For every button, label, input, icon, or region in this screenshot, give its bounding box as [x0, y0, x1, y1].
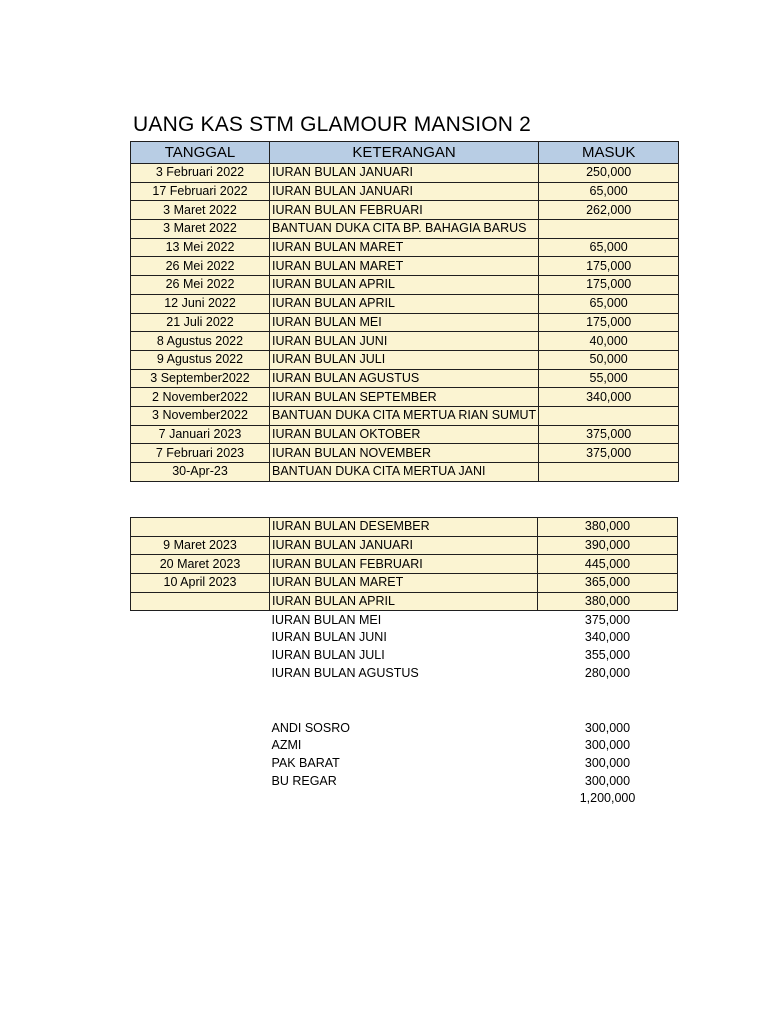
description-cell: IURAN BULAN SEPTEMBER: [270, 388, 539, 407]
amount-cell: 300,000: [584, 756, 631, 771]
table-row: [131, 257, 679, 276]
table-row: [131, 238, 679, 257]
table-row: [131, 719, 678, 737]
description-cell: IURAN BULAN JANUARI: [270, 182, 539, 201]
table-row: [131, 611, 678, 629]
description-cell: IURAN BULAN FEBRUARI: [270, 201, 539, 220]
description-cell: AZMI: [271, 738, 302, 753]
description-cell: IURAN BULAN APRIL: [270, 294, 539, 313]
table-row: [131, 406, 679, 425]
table-row: [131, 518, 678, 537]
amount-cell: 300,000: [584, 720, 631, 735]
table-row: [131, 592, 678, 611]
amount-cell: 445,000: [538, 555, 678, 574]
date-cell: 21 Juli 2022: [131, 313, 270, 332]
description-cell: IURAN BULAN FEBRUARI: [270, 555, 538, 574]
date-cell: 3 Maret 2022: [131, 201, 270, 220]
date-cell: 13 Mei 2022: [131, 238, 270, 257]
date-cell: 9 Agustus 2022: [131, 350, 270, 369]
date-cell: [131, 611, 270, 629]
date-cell: [131, 682, 270, 701]
date-cell: 20 Maret 2023: [131, 555, 270, 574]
amount-cell: 280,000: [584, 665, 631, 680]
date-cell: [131, 772, 270, 790]
table-row: [131, 555, 678, 574]
amount-cell: 380,000: [538, 592, 678, 611]
table-row: [131, 164, 679, 183]
table-row: [131, 665, 678, 683]
description-cell: IURAN BULAN MEI: [271, 612, 382, 627]
cash-ledger-table-1: [130, 141, 679, 482]
donations-total: 1,200,000: [579, 791, 636, 806]
amount-cell: 262,000: [539, 201, 679, 220]
date-cell: 8 Agustus 2022: [131, 332, 270, 351]
amount-cell: 250,000: [539, 164, 679, 183]
amount-cell: 175,000: [539, 276, 679, 295]
date-cell: [131, 737, 270, 755]
amount-cell: 55,000: [539, 369, 679, 388]
description-cell: IURAN BULAN NOVEMBER: [270, 444, 539, 463]
table-row: [131, 332, 679, 351]
table-row: [131, 444, 679, 463]
table-row: [131, 629, 678, 647]
header-keterangan: KETERANGAN: [270, 142, 539, 164]
table-row: [131, 294, 679, 313]
table-row: [131, 350, 679, 369]
table-row: [131, 220, 679, 239]
date-cell: [131, 518, 270, 537]
amount-cell: 355,000: [584, 648, 631, 663]
amount-cell: 375,000: [539, 425, 679, 444]
table-row: [131, 369, 679, 388]
table-row: [131, 574, 678, 593]
description-cell: IURAN BULAN JUNI: [271, 630, 387, 645]
description-cell: IURAN BULAN MEI: [270, 313, 539, 332]
amount-cell: 40,000: [539, 332, 679, 351]
description-cell: IURAN BULAN APRIL: [270, 276, 539, 295]
description-cell: BANTUAN DUKA CITA MERTUA JANI: [270, 463, 539, 482]
description-cell: [270, 682, 538, 701]
date-cell: 9 Maret 2023: [131, 536, 270, 555]
amount-cell: 390,000: [538, 536, 678, 555]
header-masuk: MASUK: [539, 142, 679, 164]
date-cell: 30-Apr-23: [131, 463, 270, 482]
date-cell: 12 Juni 2022: [131, 294, 270, 313]
amount-cell: [538, 701, 678, 720]
date-cell: [131, 665, 270, 683]
date-cell: [131, 629, 270, 647]
amount-cell: [539, 220, 679, 239]
amount-cell: 340,000: [584, 630, 631, 645]
description-cell: IURAN BULAN OKTOBER: [270, 425, 539, 444]
date-cell: 3 September2022: [131, 369, 270, 388]
amount-cell: 65,000: [539, 294, 679, 313]
amount-cell: 65,000: [539, 238, 679, 257]
table-row: [131, 536, 678, 555]
description-cell: BANTUAN DUKA CITA MERTUA RIAN SUMUT: [270, 406, 539, 425]
description-cell: IURAN BULAN JUNI: [270, 332, 539, 351]
amount-cell: [539, 406, 679, 425]
cash-ledger-table-2: [130, 517, 678, 808]
amount-cell: [538, 682, 678, 701]
header-row: [131, 142, 679, 164]
amount-cell: [539, 463, 679, 482]
amount-cell: 375,000: [539, 444, 679, 463]
description-cell: IURAN BULAN MARET: [270, 238, 539, 257]
ledger-body-2: [131, 518, 678, 808]
date-cell: [131, 755, 270, 773]
description-cell: PAK BARAT: [271, 756, 340, 771]
description-cell: IURAN BULAN APRIL: [270, 592, 538, 611]
header-tanggal: TANGGAL: [131, 142, 270, 164]
amount-cell: 340,000: [539, 388, 679, 407]
description-cell: BANTUAN DUKA CITA BP. BAHAGIA BARUS: [270, 220, 539, 239]
table-row: [131, 425, 679, 444]
table-row: [131, 755, 678, 773]
description-cell: IURAN BULAN AGUSTUS: [270, 369, 539, 388]
description-cell: [270, 790, 538, 808]
amount-cell: 365,000: [538, 574, 678, 593]
spacer-row: [131, 701, 678, 720]
description-cell: IURAN BULAN MARET: [270, 257, 539, 276]
table-row: [131, 313, 679, 332]
date-cell: [131, 701, 270, 720]
description-cell: IURAN BULAN JULI: [271, 648, 385, 663]
date-cell: [131, 790, 270, 808]
description-cell: BU REGAR: [271, 773, 337, 788]
table-row: [131, 772, 678, 790]
amount-cell: 375,000: [584, 612, 631, 627]
spacer-row: [131, 682, 678, 701]
description-cell: IURAN BULAN DESEMBER: [270, 518, 538, 537]
description-cell: IURAN BULAN JULI: [270, 350, 539, 369]
description-cell: IURAN BULAN JANUARI: [270, 164, 539, 183]
description-cell: IURAN BULAN JANUARI: [270, 536, 538, 555]
amount-cell: 300,000: [584, 738, 631, 753]
date-cell: 3 November2022: [131, 406, 270, 425]
table-row: [131, 182, 679, 201]
date-cell: 10 April 2023: [131, 574, 270, 593]
date-cell: 17 Februari 2022: [131, 182, 270, 201]
date-cell: 26 Mei 2022: [131, 276, 270, 295]
date-cell: 7 Januari 2023: [131, 425, 270, 444]
date-cell: [131, 592, 270, 611]
amount-cell: 65,000: [539, 182, 679, 201]
date-cell: 7 Februari 2023: [131, 444, 270, 463]
date-cell: 3 Februari 2022: [131, 164, 270, 183]
amount-cell: 380,000: [538, 518, 678, 537]
date-cell: [131, 647, 270, 665]
date-cell: 2 November2022: [131, 388, 270, 407]
page-title: UANG KAS STM GLAMOUR MANSION 2: [133, 113, 532, 136]
ledger-body-1: [131, 164, 679, 482]
description-cell: ANDI SOSRO: [271, 720, 350, 735]
description-cell: IURAN BULAN MARET: [270, 574, 538, 593]
table-row: [131, 388, 679, 407]
table-row: [131, 647, 678, 665]
amount-cell: 175,000: [539, 257, 679, 276]
amount-cell: 50,000: [539, 350, 679, 369]
table-row: [131, 201, 679, 220]
donations-total-row: [131, 790, 678, 808]
date-cell: [131, 719, 270, 737]
date-cell: 3 Maret 2022: [131, 220, 270, 239]
date-cell: 26 Mei 2022: [131, 257, 270, 276]
amount-cell: 300,000: [584, 773, 631, 788]
description-cell: [270, 701, 538, 720]
table-row: [131, 737, 678, 755]
amount-cell: 175,000: [539, 313, 679, 332]
description-cell: IURAN BULAN AGUSTUS: [271, 665, 419, 680]
table-row: [131, 463, 679, 482]
table-row: [131, 276, 679, 295]
